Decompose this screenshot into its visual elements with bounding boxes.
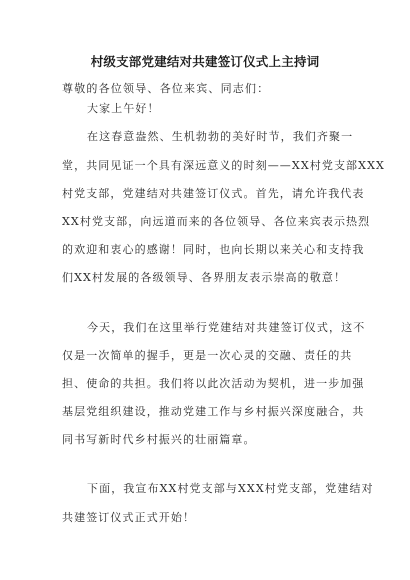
paragraph-line: 们XX村发展的各级领导、各界朋友表示崇高的敬意！ (62, 271, 347, 284)
paragraph-line: 大家上午好！ (87, 102, 160, 115)
paragraph-line: 今天，我们在这里举行党建结对共建签订仪式，这不 (87, 321, 366, 334)
document-title: 村级支部党建结对共建签订仪式上主持词 (90, 54, 320, 69)
paragraph-line: 的欢迎和衷心的感谢！同时，也向长期以来关心和支持我 (62, 243, 365, 256)
paragraph-line: 下面，我宣布XX村党支部与XXX村党支部，党建结对 (87, 482, 374, 495)
paragraph-line: 堂，共同见证一个具有深远意义的时刻——XX村党支部XXX (62, 159, 385, 172)
paragraph-line: 同书写新时代乡村振兴的壮丽篇章。 (62, 433, 256, 446)
paragraph-line: 基层党组织建设，推动党建工作与乡村振兴深度融合，共 (62, 405, 365, 418)
paragraph-line: 共建签订仪式正式开始！ (62, 511, 196, 524)
greeting-line: 尊敬的各位领导、各位来宾、同志们： (62, 82, 270, 95)
paragraph-line: 担、使命的共担。我们将以此次活动为契机，进一步加强 (62, 377, 365, 390)
paragraph-line: 在这春意盎然、生机勃勃的美好时节，我们齐聚一 (87, 130, 354, 143)
paragraph-line: 仅是一次简单的握手，更是一次心灵的交融、责任的共 (62, 349, 353, 362)
paragraph-line: 村党支部，党建结对共建签订仪式。首先，请允许我代表 (62, 187, 365, 200)
paragraph-line: XX村党支部，向远道而来的各位领导、各位来宾表示热烈 (62, 215, 371, 228)
